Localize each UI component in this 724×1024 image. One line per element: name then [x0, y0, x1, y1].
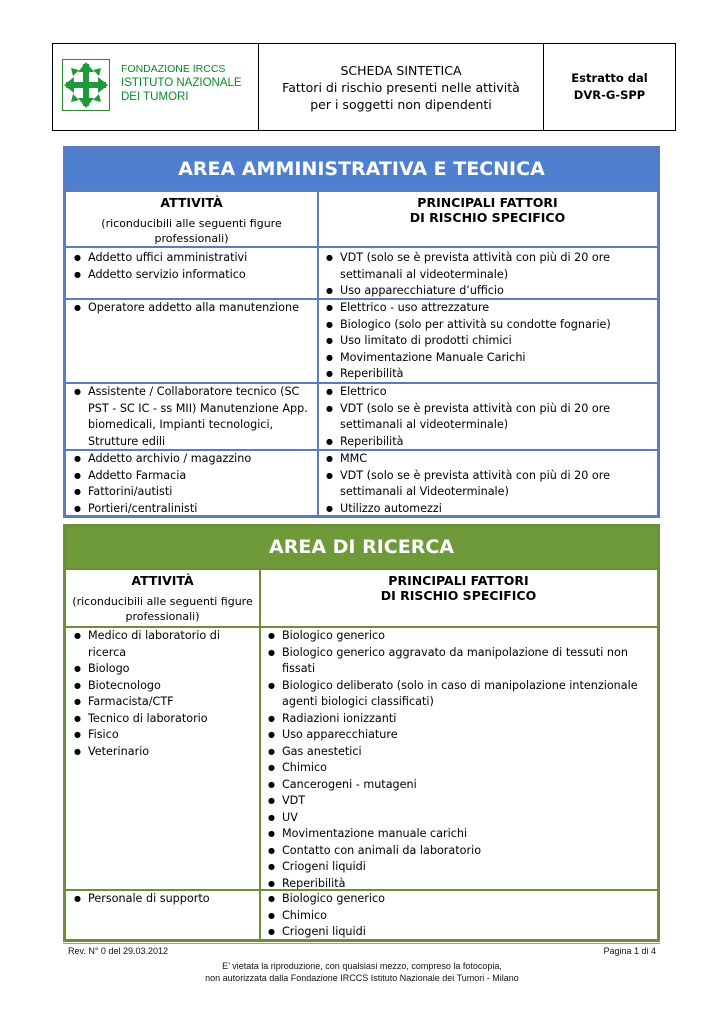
list-item: ● Movimentazione Manuale Carichi — [324, 350, 654, 367]
list-item: ● Uso apparecchiature d’ufficio — [324, 283, 654, 300]
list-item: ● VDT — [266, 793, 654, 810]
list-item: ● Contatto con animali da laboratorio — [266, 843, 654, 860]
risk-cell — [324, 300, 654, 383]
list-item: ● Portieri/centralinisti — [72, 501, 312, 518]
list-item: ● Biologico generico — [266, 891, 654, 908]
col-activity-subtitle: (riconducibili alle seguenti figure professionali) — [101, 217, 282, 245]
institute-name — [121, 62, 242, 104]
divider — [66, 246, 657, 248]
section-title: AREA AMMINISTRATIVA E TECNICA — [66, 149, 657, 190]
list-item: ● Veterinario — [72, 744, 254, 761]
section-admin-technical — [63, 146, 660, 518]
risk-cell — [266, 628, 654, 892]
list-item: ● VDT (solo se è prevista attività con più di 20 ore settimanali al videoterminale) — [324, 250, 654, 283]
document-header — [52, 43, 676, 131]
list-item: ● VDT (solo se è prevista attività con più di 20 ore settimanali al Videoterminale) — [324, 468, 654, 501]
col-risk-title-1: PRINCIPALI FATTORI — [417, 195, 558, 210]
list-item: ● Criogeni liquidi — [266, 924, 654, 941]
activity-cell — [72, 451, 312, 517]
activity-cell — [72, 250, 312, 283]
list-item: ● Reperibilità — [324, 366, 654, 383]
list-item: ● Biologico generico — [266, 628, 654, 645]
column-divider — [259, 568, 261, 939]
list-item: ● VDT (solo se è prevista attività con più di 20 ore settimanali al videoterminale) — [324, 401, 654, 434]
col-risk-header — [260, 573, 657, 603]
list-item: ● Tecnico di laboratorio — [72, 711, 254, 728]
list-item: ● MMC — [324, 451, 654, 468]
list-item: ● Chimico — [266, 760, 654, 777]
institute-logo-icon — [62, 59, 110, 111]
list-item: ● Biologo — [72, 661, 254, 678]
section-title: AREA DI RICERCA — [66, 527, 657, 568]
legal-line-1: E’ vietata la riproduzione, con qualsiasi mezzo, compreso la fotocopia, — [222, 961, 502, 971]
list-item: ● Radiazioni ionizzanti — [266, 711, 654, 728]
section-research — [63, 524, 660, 942]
logo-cell — [53, 44, 259, 130]
document-title-cell — [259, 44, 544, 130]
list-item: ● Reperibilità — [266, 876, 654, 893]
col-risk-title-2: DI RISCHIO SPECIFICO — [380, 588, 537, 603]
title-line-3: per i soggetti non dipendenti — [310, 96, 492, 112]
risk-cell — [324, 451, 654, 517]
activity-cell — [72, 628, 254, 760]
list-item: ● Cancerogeni - mutageni — [266, 777, 654, 794]
list-item: ● Movimentazione manuale carichi — [266, 826, 654, 843]
divider — [66, 568, 657, 570]
col-risk-title-1: PRINCIPALI FATTORI — [388, 573, 529, 588]
col-activity-title: ATTIVITÀ — [131, 573, 194, 588]
activity-cell — [72, 384, 312, 450]
column-divider — [317, 190, 319, 515]
list-item: ● Chimico — [266, 908, 654, 925]
list-item: ● Fisico — [72, 727, 254, 744]
divider — [66, 190, 657, 192]
logo-line-3: DEI TUMORI — [121, 91, 189, 103]
list-item: ● Farmacista/CTF — [72, 694, 254, 711]
list-item: ● Reperibilità — [324, 434, 654, 451]
col-activity-subtitle: (riconducibili alle seguenti figure professionali) — [72, 595, 253, 623]
list-item: ● Addetto uffici amministrativi — [72, 250, 312, 267]
list-item: ● Uso limitato di prodotti chimici — [324, 333, 654, 350]
list-item: ● Addetto archivio / magazzino — [72, 451, 312, 468]
list-item: ● Biologico deliberato (solo in caso di manipolazione intenzionale agenti biologici classificati) — [266, 678, 654, 711]
list-item: ● Elettrico — [324, 384, 654, 401]
list-item: ● Medico di laboratorio di ricerca — [72, 628, 254, 661]
list-item: ● Addetto servizio informatico — [72, 267, 312, 284]
legal-line-2: non autorizzata dalla Fondazione IRCCS Istituto Nazionale dei Tumori - Milano — [205, 973, 519, 983]
activity-cell — [72, 891, 254, 908]
activity-cell — [72, 300, 312, 317]
risk-cell — [266, 891, 654, 941]
list-item: ● Personale di supporto — [72, 891, 254, 908]
page-number: Pagina 1 di 4 — [603, 946, 656, 956]
list-item: ● Assistente / Collaboratore tecnico (SC PST - SC IC - ss MII) Manutenzione App. biomedicali, Impianti tecnologici, Strutture edili — [72, 384, 312, 450]
list-item: ● Biotecnologo — [72, 678, 254, 695]
logo-line-1: FONDAZIONE IRCCS — [121, 63, 226, 75]
col-activity-header — [66, 573, 259, 624]
col-activity-header — [66, 195, 317, 246]
list-item: ● Biologico generico aggravato da manipolazione di tessuti non fissati — [266, 645, 654, 678]
revision-info: Rev. N° 0 del 29.03.2012 — [68, 946, 168, 956]
list-item: ● Elettrico - uso attrezzature — [324, 300, 654, 317]
document-code-cell — [544, 44, 675, 130]
list-item: ● Uso apparecchiature — [266, 727, 654, 744]
logo-line-2: ISTITUTO NAZIONALE — [121, 77, 242, 89]
code-line-1: Estratto dal — [571, 71, 648, 85]
list-item: ● Gas anestetici — [266, 744, 654, 761]
code-line-2: DVR-G-SPP — [573, 88, 646, 102]
list-item: ● Biologico (solo per attività su condotte fognarie) — [324, 317, 654, 334]
list-item: ● Criogeni liquidi — [266, 859, 654, 876]
title-line-2: Fattori di rischio presenti nelle attività — [282, 79, 520, 95]
list-item: ● Operatore addetto alla manutenzione — [72, 300, 312, 317]
list-item: ● Addetto Farmacia — [72, 468, 312, 485]
col-risk-title-2: DI RISCHIO SPECIFICO — [409, 210, 566, 225]
col-activity-title: ATTIVITÀ — [160, 195, 223, 210]
risk-cell — [324, 384, 654, 450]
col-risk-header — [318, 195, 657, 225]
list-item: ● Utilizzo automezzi — [324, 501, 654, 518]
list-item: ● Fattorini/autisti — [72, 484, 312, 501]
title-line-1: SCHEDA SINTETICA — [340, 62, 462, 78]
list-item: ● UV — [266, 810, 654, 827]
legal-notice — [68, 960, 656, 984]
risk-cell — [324, 250, 654, 300]
footer-divider — [63, 943, 660, 944]
